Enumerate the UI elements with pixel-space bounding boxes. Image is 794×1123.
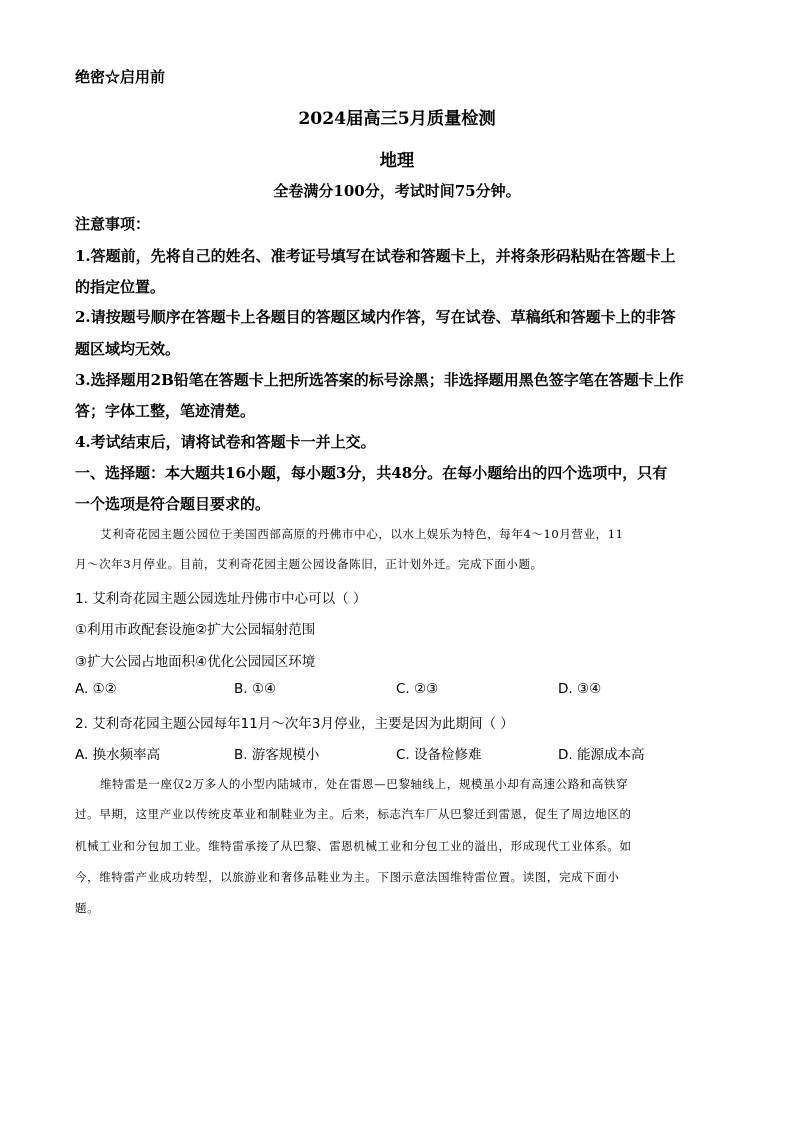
- notes-line: 4.考试结束后，请将试卷和答题卡一并上交。: [75, 433, 376, 451]
- notes-line: 1.答题前，先将自己的姓名、准考证号填写在试卷和答题卡上，并将条形码粘贴在答题卡上: [75, 247, 676, 265]
- option-b: B. ①④: [234, 681, 277, 697]
- passage-line: 月～次年3月停业。目前，艾利奇花园主题公园设备陈旧，正计划外迁。完成下面小题。: [75, 557, 543, 571]
- question-statement: ①利用市政配套设施②扩大公园辐射范围: [75, 622, 316, 638]
- notes-line: 3.选择题用2B铅笔在答题卡上把所选答案的标号涂黑；非选择题用黑色签字笔在答题卡上作: [75, 371, 684, 389]
- question-statement: ③扩大公园占地面积④优化公园园区环境: [75, 654, 316, 670]
- option-a: A. 换水频率高: [75, 747, 161, 763]
- passage-line: 机械工业和分包加工业。维特雷承接了从巴黎、雷恩机械工业和分包工业的溢出，形成现代工业体系。如: [75, 839, 632, 853]
- question-stem: 1. 艾利奇花园主题公园选址丹佛市中心可以（ ）: [75, 591, 367, 607]
- option-c: C. 设备检修难: [396, 747, 482, 763]
- option-a: A. ①②: [75, 681, 117, 697]
- notes-heading: 注意事项：: [75, 215, 151, 233]
- notes-line: 2.请按题号顺序在答题卡上各题目的答题区域内作答，写在试卷、草稿纸和答题卡上的非答: [75, 308, 676, 326]
- section-heading: 一、选择题：本大题共16小题，每小题3分，共48分。在每小题给出的四个选项中，只有: [75, 464, 668, 482]
- option-c: C. ②③: [396, 681, 439, 697]
- passage-line: 维特雷是一座仅2万多人的小型内陆城市，处在雷恩—巴黎轴线上，规模虽小却有高速公路和高铁穿: [100, 777, 629, 791]
- exam-info: 全卷满分100分，考试时间75分钟。: [273, 182, 521, 200]
- notes-line: 题区域均无效。: [75, 340, 181, 358]
- passage-line: 今，维特雷产业成功转型，以旅游业和奢侈品鞋业为主。下图示意法国维特雷位置。读图，完成下面小: [75, 870, 620, 884]
- passage-line: 艾利奇花园主题公园位于美国西部高原的丹佛市中心，以水上娱乐为特色，每年4～10月营业，11: [100, 527, 624, 541]
- option-d: D. 能源成本高: [558, 747, 645, 763]
- section-heading: 一个选项是符合题目要求的。: [75, 495, 271, 513]
- question-stem: 2. 艾利奇花园主题公园每年11月～次年3月停业，主要是因为此期间（ ）: [75, 716, 514, 732]
- notes-line: 的指定位置。: [75, 278, 166, 296]
- confidential-label: 绝密☆启用前: [75, 68, 166, 86]
- subject-title: 地理: [379, 151, 415, 171]
- passage-line: 过。早期，这里产业以传统皮革业和制鞋业为主。后来，标志汽车厂从巴黎迁到雷恩，促生了周边地区的: [75, 807, 632, 821]
- option-d: D. ③④: [558, 681, 602, 697]
- notes-line: 答；字体工整，笔迹清楚。: [75, 402, 256, 420]
- exam-title: 2024届高三5月质量检测: [298, 109, 496, 129]
- option-b: B. 游客规模小: [234, 747, 320, 763]
- passage-line: 题。: [75, 901, 100, 915]
